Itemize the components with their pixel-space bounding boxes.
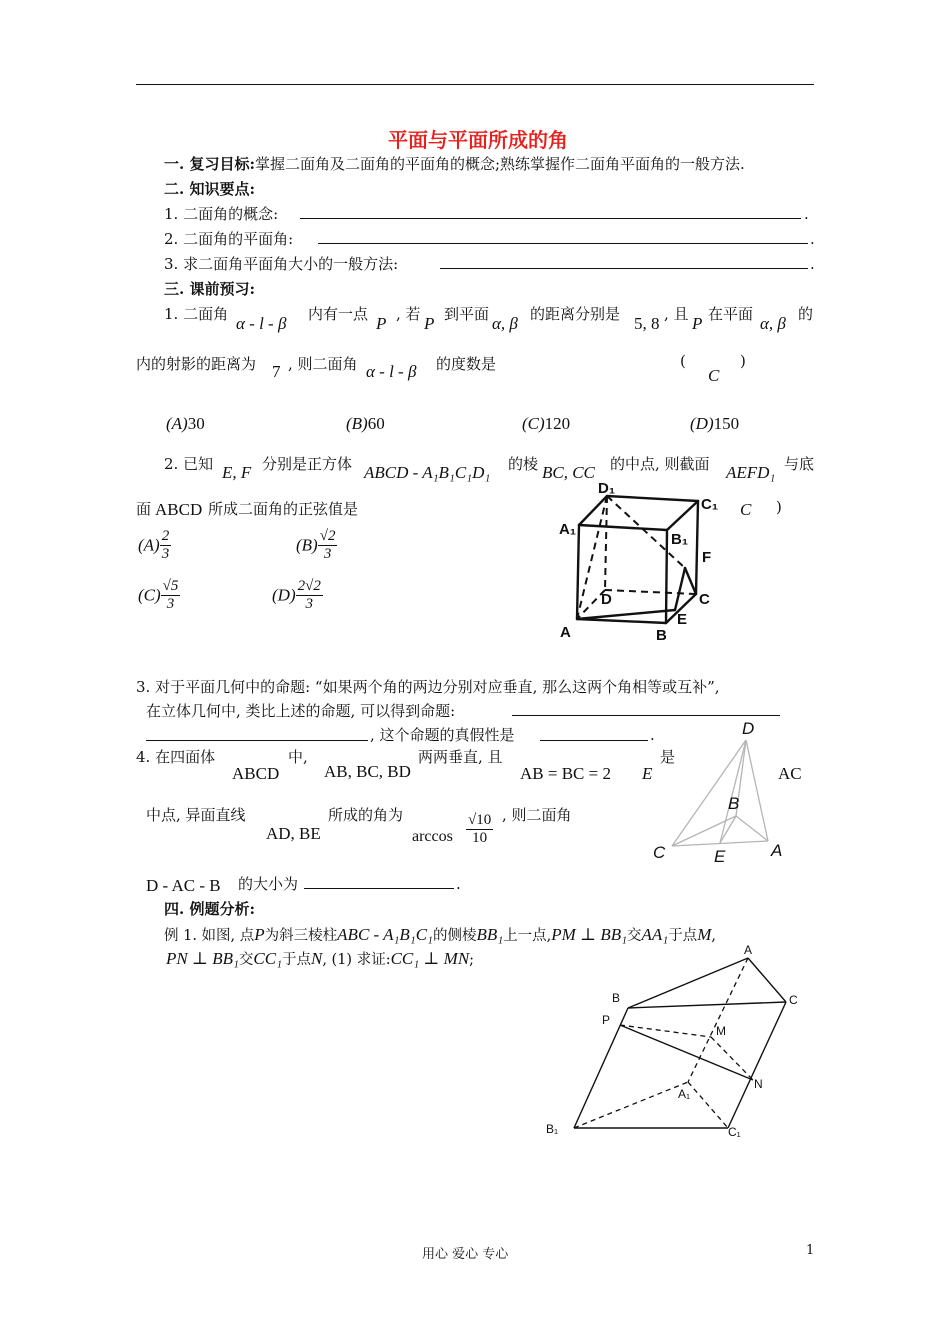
- vertex-label: C: [653, 843, 666, 862]
- question-text: 1. 二面角: [164, 305, 229, 323]
- vertex-label: A₁: [559, 521, 577, 538]
- cube-figure: [555, 482, 725, 644]
- vertex-label: D₁: [598, 482, 616, 497]
- math-expr: ABCD - A₁B₁C₁D₁: [364, 463, 491, 482]
- option-c: (C) $\frac{√5}{3}$: [138, 578, 179, 612]
- vertex-label: B: [612, 991, 621, 1005]
- math-expr: α, β: [760, 314, 786, 333]
- answer-paren: ): [740, 352, 746, 370]
- section-label: 一. 复习目标:: [164, 155, 255, 173]
- math-expr: AD, BE: [266, 824, 321, 843]
- period: .: [650, 726, 655, 744]
- vertex-label: N: [754, 1077, 763, 1091]
- period: .: [804, 205, 809, 223]
- header-rule: [136, 84, 814, 85]
- prism-figure: [540, 940, 820, 1140]
- vertex-label: D: [742, 719, 755, 738]
- vertex-label: F: [702, 549, 712, 566]
- vertex-label: B: [728, 794, 740, 813]
- question-text: , 则二面角: [502, 806, 572, 824]
- math-expr: arccos: [412, 828, 453, 845]
- option-b: (B)60: [346, 414, 385, 433]
- option-c: (C)120: [522, 414, 571, 433]
- answer-value: C: [740, 500, 752, 519]
- knowledge-item-3: 3. 求二面角平面角大小的一般方法:: [164, 255, 399, 273]
- question-text: 在平面: [708, 305, 754, 323]
- question-text: 分别是正方体: [262, 455, 353, 473]
- option-d: (D)150: [690, 414, 740, 433]
- math-expr: D - AC - B: [146, 876, 221, 895]
- vertex-label: C₁: [728, 1125, 741, 1139]
- period: .: [456, 875, 461, 893]
- question-text: 中点, 异面直线: [146, 806, 246, 824]
- section-label: 二. 知识要点:: [164, 180, 255, 198]
- vertex-label: B: [656, 627, 667, 644]
- question-text: 所成的角为: [328, 806, 404, 824]
- fill-blank[interactable]: [146, 740, 368, 741]
- section-label: 三. 课前预习:: [164, 280, 255, 298]
- math-expr: 7: [272, 362, 281, 381]
- fraction: $\frac{√10}{10}$: [468, 812, 492, 846]
- question-text: 的: [798, 305, 814, 323]
- question-text: 两两垂直, 且: [418, 748, 503, 766]
- question-text: 的大小为: [238, 875, 299, 893]
- question-text: 的中点, 则截面: [610, 455, 710, 473]
- vertex-label: B₁: [546, 1122, 559, 1136]
- math-expr: AC: [778, 764, 802, 783]
- fill-blank[interactable]: [304, 888, 454, 889]
- question-text: 的距离分别是: [530, 305, 621, 323]
- period: .: [810, 230, 815, 248]
- vertex-label: A: [744, 943, 753, 957]
- question-text: 的度数是: [436, 355, 497, 373]
- fill-blank[interactable]: [318, 243, 808, 244]
- question-text: , 且: [664, 305, 689, 323]
- math-expr: BC, CC: [542, 463, 595, 482]
- math-expr: 5, 8: [634, 314, 660, 333]
- example-line-1: 例 1. 如图, 点P为斜三棱柱ABC - A₁B₁C₁的侧棱BB₁上一点,PM ⊥ BB₁交AA₁于点M,: [164, 925, 716, 944]
- math-expr: ABCD: [155, 500, 203, 519]
- math-expr: α - l - β: [236, 314, 287, 333]
- question-text: 是: [660, 748, 676, 766]
- option-d: (D) $\frac{2√2}{3}$: [272, 578, 321, 612]
- vertex-label: A: [560, 624, 571, 641]
- vertex-label: E: [714, 847, 726, 866]
- question-text: 在立体几何中, 类比上述的命题, 可以得到命题:: [146, 702, 456, 720]
- vertex-label: D: [601, 591, 612, 608]
- math-expr: AB, BC, BD: [324, 762, 411, 781]
- question-text: , 则二面角: [288, 355, 358, 373]
- page-number: 1: [806, 1243, 815, 1258]
- section-label: 四. 例题分析:: [164, 900, 255, 918]
- example-line-2: PN ⊥ BB₁交CC₁于点N, (1) 求证:CC₁ ⊥ MN;: [166, 949, 475, 968]
- question-text: 到平面: [444, 305, 490, 323]
- math-expr: P: [424, 314, 435, 333]
- question-text: 4. 在四面体: [136, 748, 216, 766]
- review-goal: [164, 155, 745, 173]
- vertex-label: C₁: [701, 496, 719, 513]
- knowledge-item-2: 2. 二面角的平面角:: [164, 230, 294, 248]
- knowledge-item-1: 1. 二面角的概念:: [164, 205, 279, 223]
- fill-blank[interactable]: [540, 740, 648, 741]
- footer-slogan: 用心 爱心 专心: [422, 1247, 509, 1262]
- fill-blank[interactable]: [300, 218, 801, 219]
- question-text: 中,: [288, 748, 308, 766]
- question-text: 所成二面角的正弦值是: [208, 500, 359, 518]
- question-text: 的棱: [508, 455, 539, 473]
- math-expr: ABCD: [232, 764, 280, 783]
- math-expr: α, β: [492, 314, 518, 333]
- math-expr: α - l - β: [366, 362, 417, 381]
- question-text: , 若: [396, 305, 421, 323]
- vertex-label: C: [699, 591, 710, 608]
- question-text: 内的射影的距离为: [136, 355, 257, 373]
- math-expr: P: [692, 314, 703, 333]
- answer-paren: ): [776, 498, 782, 516]
- math-expr: P: [376, 314, 387, 333]
- question-text: 3. 对于平面几何中的命题: “如果两个角的两边分别对应垂直, 那么这两个角相等或互补”,: [136, 678, 720, 696]
- question-text: 与底: [784, 455, 815, 473]
- vertex-label: P: [602, 1013, 611, 1027]
- math-expr: E, F: [222, 463, 252, 482]
- question-text: 2. 已知: [164, 455, 214, 473]
- vertex-label: B₁: [671, 531, 689, 548]
- question-text: , 这个命题的真假性是: [370, 726, 515, 744]
- math-expr: E: [642, 764, 653, 783]
- question-text: 面: [136, 500, 152, 518]
- option-a: (A)30: [166, 414, 205, 433]
- fill-blank[interactable]: [512, 715, 780, 716]
- question-text: 内有一点: [308, 305, 369, 323]
- vertex-label: E: [677, 611, 688, 628]
- answer-value: C: [708, 366, 720, 385]
- fill-blank[interactable]: [440, 268, 808, 269]
- answer-paren: (: [680, 352, 686, 370]
- vertex-label: M: [716, 1024, 726, 1038]
- option-a: (A) $\frac{2}{3}$: [138, 528, 170, 562]
- review-goal-text: 掌握二面角及二面角的平面角的概念;熟练掌握作二面角平面角的一般方法.: [254, 155, 745, 173]
- tetrahedron-figure: [650, 718, 790, 868]
- page-title: 平面与平面所成的角: [388, 128, 568, 152]
- math-expr: AEFD₁: [726, 463, 776, 482]
- math-expr: AB = BC = 2: [520, 764, 611, 783]
- vertex-label: C: [789, 993, 798, 1007]
- vertex-label: A₁: [678, 1087, 691, 1101]
- period: .: [810, 255, 815, 273]
- option-b: (B) $\frac{√2}{3}$: [296, 528, 336, 562]
- vertex-label: A: [771, 841, 783, 860]
